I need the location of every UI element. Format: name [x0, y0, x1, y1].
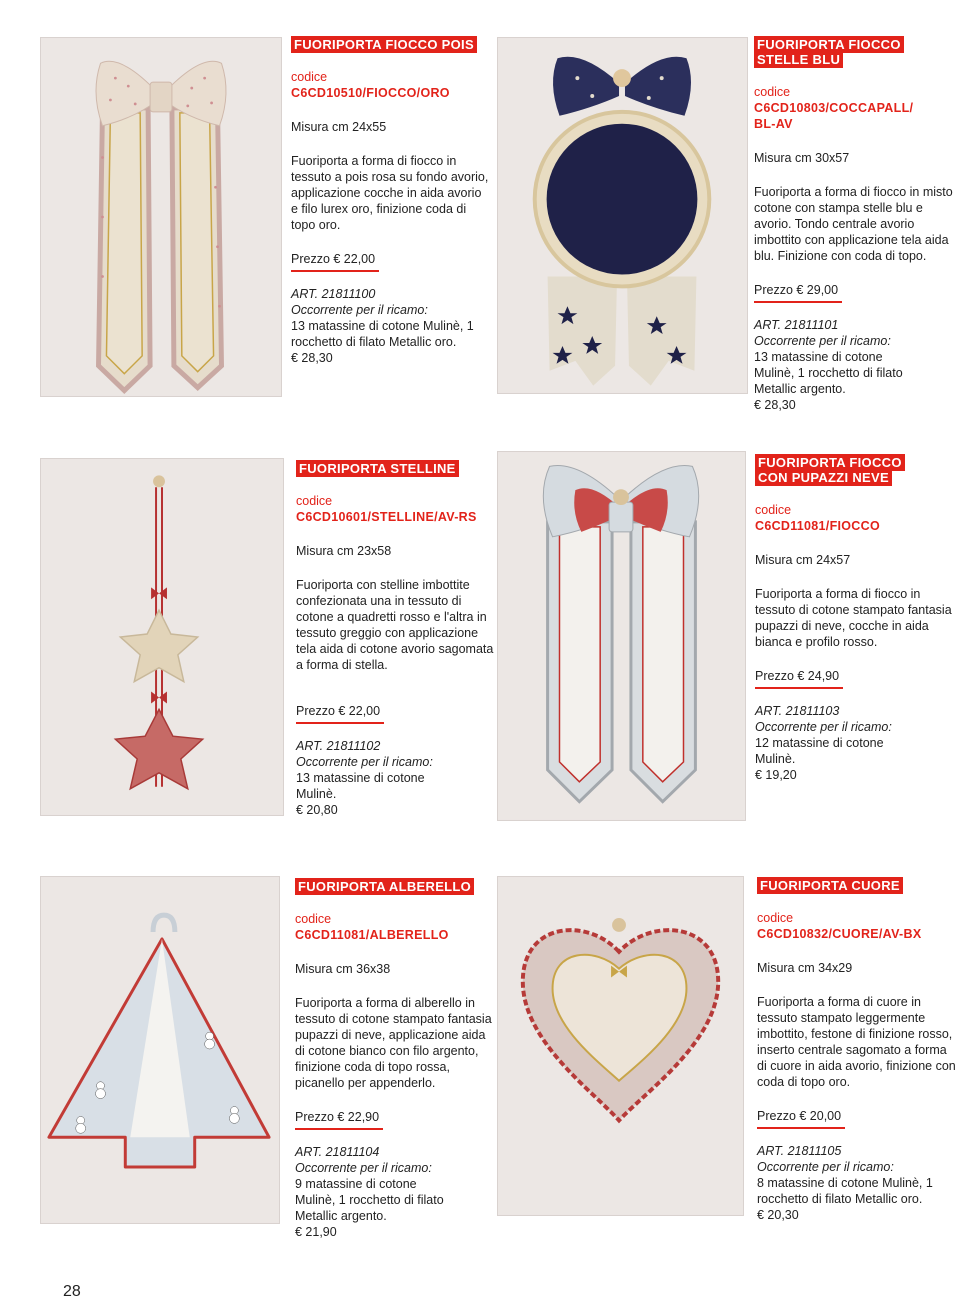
- codice-label: codice: [296, 494, 333, 508]
- embroidery-requirements-label: Occorrente per il ricamo:: [291, 303, 428, 317]
- product-price: Prezzo € 29,00: [754, 282, 842, 303]
- article-number: ART. 21811103: [755, 704, 840, 718]
- product-size: Misura cm 36x38: [295, 962, 391, 976]
- product-title: FUORIPORTA ALBERELLO: [295, 878, 474, 895]
- product-info-fiocco-pois: [291, 38, 491, 366]
- product-photo-fiocco-pupazzi-neve: [497, 451, 746, 821]
- product-title: FUORIPORTA FIOCCO CON PUPAZZI NEVE: [755, 454, 905, 486]
- product-photo-fiocco-stelle-blu: [497, 37, 748, 394]
- product-price: Prezzo € 22,00: [296, 703, 384, 724]
- embroidery-kit-price: € 21,90: [295, 1225, 337, 1239]
- article-number: ART. 21811101: [754, 318, 839, 332]
- product-description: Fuoriporta a forma di fiocco in misto cotone con stampa stelle blu e avorio. Tondo centrale avorio imbottito con applicazione tela aida blu. Finizione con coda di topo.: [754, 185, 953, 263]
- embroidery-kit-contents: 13 matassine di cotone Mulinè, 1 rocchetto di filato Metallic argento.: [754, 350, 903, 396]
- embroidery-kit-contents: 13 matassine di cotone Mulinè, 1 rocchetto di filato Metallic oro.: [291, 319, 474, 349]
- product-code: C6CD10601/STELLINE/AV-RS: [296, 510, 477, 524]
- article-number: ART. 21811105: [757, 1144, 842, 1158]
- product-info-fiocco-stelle-blu: [754, 38, 954, 413]
- stars-illustration: [41, 459, 283, 815]
- embroidery-kit-contents: 13 matassine di cotone Mulinè.: [296, 771, 425, 801]
- product-price: Prezzo € 22,90: [295, 1109, 383, 1130]
- embroidery-kit-price: € 28,30: [291, 351, 333, 365]
- embroidery-kit-price: € 19,20: [755, 768, 797, 782]
- product-code: C6CD10510/FIOCCO/ORO: [291, 86, 450, 100]
- embroidery-requirements-label: Occorrente per il ricamo:: [755, 720, 892, 734]
- product-description: Fuoriporta a forma di fiocco in tessuto di cotone stampato fantasia pupazzi di neve, cocche in aida bianca e profilo rosso.: [755, 587, 952, 649]
- product-size: Misura cm 24x55: [291, 120, 387, 134]
- embroidery-kit-price: € 20,30: [757, 1208, 799, 1222]
- codice-label: codice: [755, 503, 792, 517]
- embroidery-kit-contents: 8 matassine di cotone Mulinè, 1 rocchetto di filato Metallic oro.: [757, 1176, 933, 1206]
- embroidery-kit-contents: 12 matassine di cotone Mulinè.: [755, 736, 884, 766]
- embroidery-requirements-label: Occorrente per il ricamo:: [754, 334, 891, 348]
- product-photo-alberello: [40, 876, 280, 1224]
- product-size: Misura cm 23x58: [296, 544, 392, 558]
- product-title: FUORIPORTA FIOCCO STELLE BLU: [754, 36, 904, 68]
- product-size: Misura cm 24x57: [755, 553, 851, 567]
- product-code: C6CD10803/COCCAPALL/ BL-AV: [754, 101, 914, 131]
- product-size: Misura cm 30x57: [754, 151, 850, 165]
- product-code: C6CD10832/CUORE/AV-BX: [757, 927, 922, 941]
- article-number: ART. 21811102: [296, 739, 381, 753]
- product-info-alberello: [295, 880, 495, 1240]
- product-description: Fuoriporta con stelline imbottite confezionata una in tessuto di cotone a quadretti rosso e l'altra in tessuto greggio con applicazione tela aida di cotone avorio sagomata a forma di stella.: [296, 578, 494, 672]
- product-size: Misura cm 34x29: [757, 961, 853, 975]
- product-photo-cuore: [497, 876, 744, 1216]
- product-title: FUORIPORTA FIOCCO POIS: [291, 36, 477, 53]
- product-photo-fiocco-pois: [40, 37, 282, 397]
- product-price: Prezzo € 24,90: [755, 668, 843, 689]
- embroidery-requirements-label: Occorrente per il ricamo:: [757, 1160, 894, 1174]
- product-info-fiocco-pupazzi-neve: [755, 456, 955, 783]
- bow-polka-illustration: [41, 38, 281, 396]
- bow-stars-illustration: [498, 38, 747, 393]
- product-title: FUORIPORTA STELLINE: [296, 460, 459, 477]
- heart-illustration: [498, 877, 743, 1215]
- embroidery-requirements-label: Occorrente per il ricamo:: [296, 755, 433, 769]
- embroidery-kit-contents: 9 matassine di cotone Mulinè, 1 rocchetto di filato Metallic argento.: [295, 1177, 444, 1223]
- bow-snowman-illustration: [498, 452, 745, 820]
- product-info-cuore: [757, 879, 957, 1223]
- product-price: Prezzo € 22,00: [291, 251, 379, 272]
- product-photo-stelline: [40, 458, 284, 816]
- article-number: ART. 21811104: [295, 1145, 380, 1159]
- product-code: C6CD11081/FIOCCO: [755, 519, 880, 533]
- embroidery-kit-price: € 20,80: [296, 803, 338, 817]
- codice-label: codice: [295, 912, 332, 926]
- article-number: ART. 21811100: [291, 287, 376, 301]
- codice-label: codice: [291, 70, 328, 84]
- product-price: Prezzo € 20,00: [757, 1108, 845, 1129]
- codice-label: codice: [754, 85, 791, 99]
- product-title: FUORIPORTA CUORE: [757, 877, 903, 894]
- tree-illustration: [41, 877, 279, 1223]
- product-description: Fuoriporta a forma di alberello in tessuto di cotone stampato fantasia pupazzi di neve, applicazione aida di cotone bianco con filo argento, finizione coda di topo rossa, picanello per appenderlo.: [295, 996, 492, 1090]
- product-info-stelline: [296, 462, 496, 818]
- embroidery-kit-price: € 28,30: [754, 398, 796, 412]
- embroidery-requirements-label: Occorrente per il ricamo:: [295, 1161, 432, 1175]
- product-description: Fuoriporta a forma di cuore in tessuto stampato leggermente imbottito, festone di finizione rosso, inserto centrale sagomato a forma di cuore in aida avorio, finizione con coda di topo oro.: [757, 995, 956, 1089]
- product-code: C6CD11081/ALBERELLO: [295, 928, 449, 942]
- codice-label: codice: [757, 911, 794, 925]
- product-description: Fuoriporta a forma di fiocco in tessuto a pois rosa su fondo avorio, applicazione cocche in aida avorio e filo lurex oro, finizione coda di topo oro.: [291, 154, 489, 232]
- page-number: 28: [63, 1283, 81, 1300]
